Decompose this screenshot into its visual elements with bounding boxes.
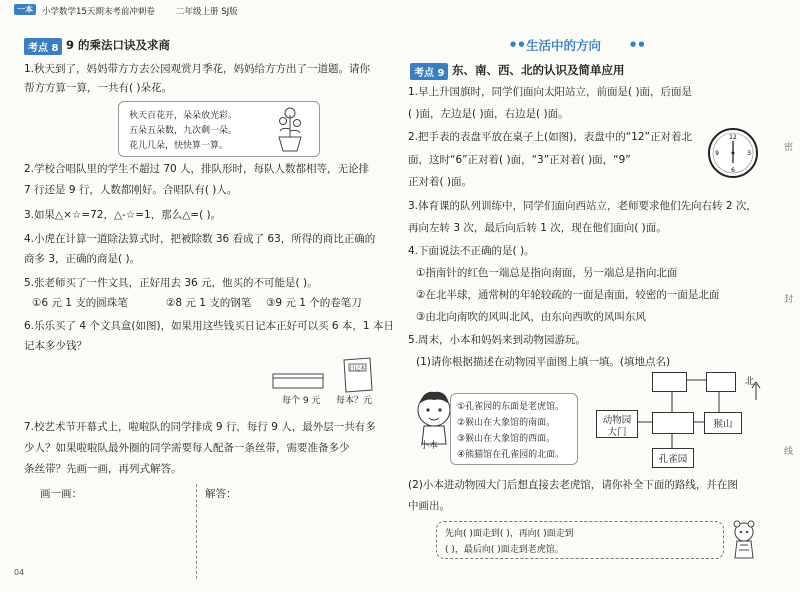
- poem-line: 花儿几朵，快快算一算。: [129, 141, 229, 151]
- notebook-label: 日记本: [349, 366, 366, 372]
- clue-item: ②猴山在大象馆的南面。: [457, 418, 556, 428]
- route-box: [436, 521, 724, 559]
- route-line-1: 先向( )面走到( )，再向( )面走到: [445, 529, 574, 539]
- unit-title: 生活中的方向: [526, 38, 602, 53]
- r-question-3-line-1: 3.体育课的队列训练中，同学们面向西站立，老师要求他们先向右转 2 次，: [408, 200, 757, 212]
- zoo-peacock-box: [652, 448, 694, 468]
- boy-name: 小本: [420, 441, 439, 451]
- topic-badge-9: 考点 9: [410, 63, 448, 80]
- zoo-map: [592, 370, 770, 470]
- zoo-gate-box: [596, 410, 638, 438]
- notebook-price: 每本？元: [336, 396, 373, 406]
- gate-label-2: 大门: [607, 427, 627, 438]
- r-question-2-line-3: 正对着( )面。: [408, 176, 473, 188]
- zoo-monkey-box: [704, 412, 742, 434]
- watch-face-icon: [706, 125, 760, 181]
- r-question-5-part-1: (1)请你根据描述在动物园平面图上填一填。(填地点名): [416, 356, 671, 368]
- question-5-option-2: ②8 元 1 支的钢笔: [166, 297, 252, 309]
- zoo-blank-box-nw: [652, 372, 687, 392]
- clue-item: ③猴山在大象馆的西面。: [457, 434, 556, 444]
- question-1-line-2: 帮方方算一算，一共有( )朵花。: [24, 82, 173, 94]
- poem-box: [118, 101, 320, 157]
- question-5: 5.张老师买了一件文具，正好用去 36 元，他买的不可能是( )。: [24, 277, 318, 289]
- r-question-4-option-1: ①指南针的红色一端总是指向南面，另一端总是指向北面: [416, 267, 678, 279]
- column-divider: [196, 484, 197, 579]
- peacock-label: 孔雀园: [658, 454, 688, 465]
- monkey-label: 猴山: [713, 419, 733, 430]
- r-question-5-part-2-line-2: 中画出。: [408, 500, 450, 512]
- question-6-line-2: 记本多少钱？: [24, 340, 87, 352]
- svg-text:12: 12: [729, 134, 737, 141]
- zoo-blank-box-ne: [706, 372, 736, 392]
- r-question-4: 4.下面说法不正确的是( )。: [408, 245, 535, 257]
- question-7-line-3: 条丝带？先画一画，再列式解答。: [24, 463, 182, 475]
- poem-line: 五朵五朵数，九次剩一朵。: [129, 126, 238, 136]
- svg-text:3: 3: [747, 150, 751, 157]
- r-question-5: 5.周末，小本和妈妈来到动物园游玩。: [408, 334, 587, 346]
- question-5-option-1: ①6 元 1 支的圆珠笔: [32, 297, 128, 309]
- book-title: 小学数学15天期末考前冲刺卷: [42, 7, 155, 17]
- gate-label-1: 动物园: [602, 415, 632, 426]
- title-dots-right: ● ●: [630, 40, 645, 48]
- question-1-line-1: 1.秋天到了，妈妈带方方去公园观赏月季花，妈妈给方方出了一道题。请你: [24, 63, 371, 75]
- question-3: 3.如果△×☆=72，△-☆=1，那么△=( )。: [24, 209, 222, 221]
- route-line-2: ( )，最后向( )面走到老虎馆。: [445, 545, 564, 555]
- question-7-line-1: 7.校艺术节开幕式上，啦啦队的同学排成 9 行，每行 9 人，最外层一共有多: [24, 421, 376, 433]
- margin-label: 线: [784, 447, 794, 457]
- topic-heading-9: 东、南、西、北的认识及简单应用: [452, 63, 625, 77]
- clue-item: ④熊猫馆在孔雀园的北面。: [457, 450, 565, 460]
- r-question-2-line-1: 2.把手表的表盘平放在桌子上(如图)，表盘中的“12”正对着北: [408, 131, 692, 143]
- answer-label: 解答：: [205, 488, 237, 500]
- r-question-4-option-2: ②在北半球，通常树的年轮较疏的一面是南面，较密的一面是北面: [416, 289, 720, 301]
- flower-pot-icon: [267, 105, 313, 153]
- clue-box: [450, 393, 578, 465]
- title-dots-left: ● ●: [510, 40, 525, 48]
- question-4-line-2: 商多 3，正确的商是( )。: [24, 253, 141, 265]
- edition-label: 二年级上册 SJ版: [176, 7, 238, 17]
- topic-badge-8: 考点 8: [24, 38, 62, 55]
- clue-item: ①孔雀园的东面是老虎馆。: [457, 402, 565, 412]
- question-2-line-1: 2.学校合唱队里的学生不超过 70 人，排队形时，每队人数都相等，无论排: [24, 163, 370, 175]
- zoo-blank-box-center: [652, 412, 694, 434]
- margin-label: 密: [784, 143, 794, 153]
- r-question-1-line-2: ( )面，左边是( )面，右边是( )面。: [408, 108, 569, 120]
- r-question-3-line-2: 再向左转 3 次，最后向后转 1 次，现在他们面向( )面。: [408, 222, 667, 234]
- question-7-line-2: 少人？如果啦啦队最外圈的同学需要每人配备一条丝带，需要准备多少: [24, 442, 350, 454]
- r-question-1-line-1: 1.早上升国旗时，同学们面向太阳站立，前面是( )面，后面是: [408, 86, 693, 98]
- r-question-2-line-2: 面，这时“6”正对着( )面，“3”正对着( )面，“9”: [408, 154, 631, 166]
- question-2-line-2: 7 行还是 9 行，人数都刚好。合唱队有( )人。: [24, 184, 238, 196]
- r-question-4-option-3: ③由北向南吹的风叫北风，由东向西吹的风叫东风: [416, 311, 646, 323]
- r-question-5-part-2-line-1: (2)小本进动物园大门后想直接去老虎馆，请你补全下面的路线，并在图: [408, 479, 738, 491]
- notebook-icon: [338, 356, 378, 394]
- poem-line: 秋天百花开，朵朵放光彩。: [129, 111, 238, 121]
- question-6-line-1: 6.乐乐买了 4 个文具盒(如图)，如果用这些钱买日记本正好可以买 6 本，1 本日: [24, 320, 394, 332]
- draw-label: 画一画：: [40, 488, 82, 500]
- question-4-line-1: 4.小虎在计算一道除法算式时，把被除数 36 看成了 63，所得的商比正确的: [24, 233, 376, 245]
- brand-mark: 一本: [14, 4, 36, 15]
- page-number: 04: [14, 568, 25, 577]
- tiger-cub-icon: [728, 520, 760, 560]
- pencil-box-price: 每个 9 元: [282, 396, 321, 406]
- svg-text:6: 6: [731, 167, 735, 174]
- svg-text:9: 9: [715, 150, 719, 157]
- topic-heading-8: 9 的乘法口诀及求商: [66, 38, 171, 52]
- pencil-box-icon: [270, 368, 328, 392]
- margin-label: 封: [784, 295, 794, 305]
- question-5-option-3: ③9 元 1 个的卷笔刀: [266, 297, 362, 309]
- north-label: 北: [745, 377, 755, 387]
